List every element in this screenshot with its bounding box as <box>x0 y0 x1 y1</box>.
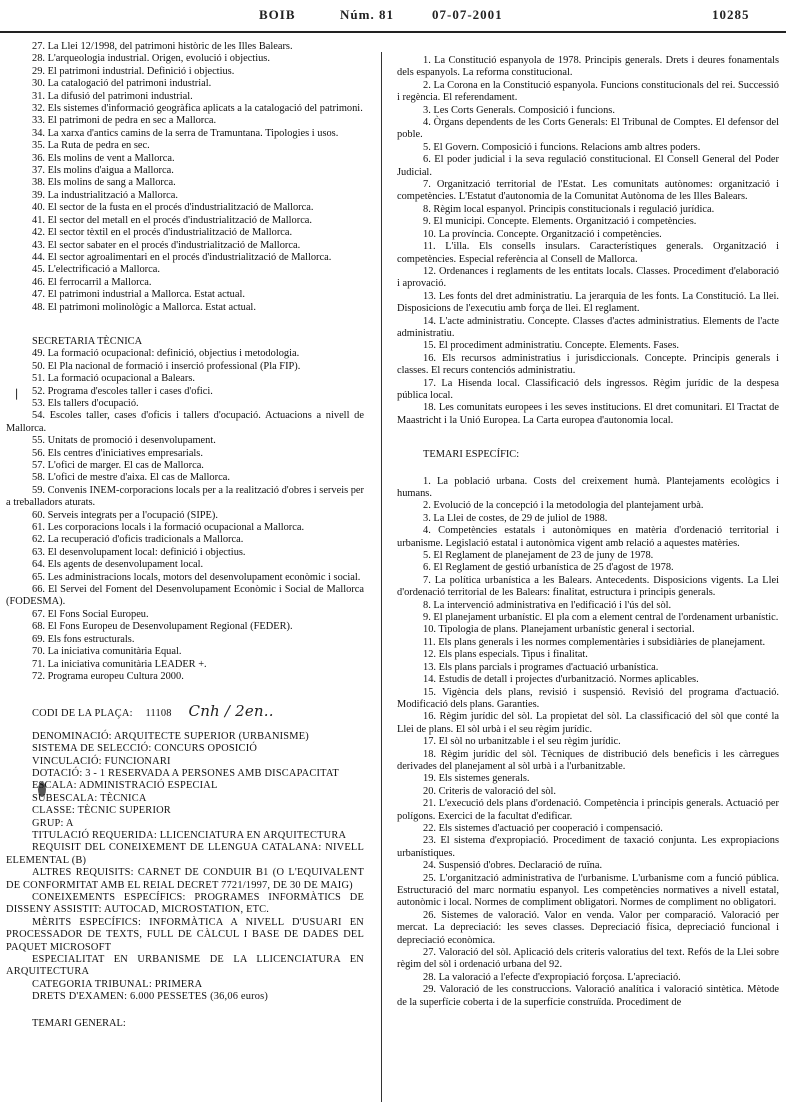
list-item: 9. El municipi. Concepte. Elements. Organització i competències. <box>423 216 697 228</box>
list-item: 61. Les corporacions locals i la formació ocupacional a Mallorca. <box>32 522 305 534</box>
list-item: 49. La formació ocupacional: definició, objectius i metodologia. <box>32 348 300 360</box>
position-field: SISTEMA DE SELECCIÓ: CONCURS OPOSICIÓ <box>32 743 258 755</box>
position-field: SUBESCALA: TÈCNICA <box>32 792 147 804</box>
position-field: ALTRES REQUISITS: CARNET DE CONDUIR B1 (O L'EQUIVALENT DE CONFORMITAT AMB EL REIAL DECRET 7721/1997, DE 30 DE MAIG) <box>6 867 364 891</box>
list-item: 8. Règim local espanyol. Principis constitucionals i regulació jurídica. <box>423 203 715 215</box>
list-item: 44. El sector agroalimentari en el procés d'industrialització de Mallorca. <box>32 251 332 263</box>
list-item: 14. Estudis de detall i projectes d'urbanització. Normes aplicables. <box>423 674 699 686</box>
list-item: 5. El Govern. Composició i funcions. Relacions amb altres poders. <box>423 141 701 153</box>
page-number: 10285 <box>712 7 750 22</box>
list-item: 11. L'illa. Els consells insulars. Característiques generals. Organització i competències. Especial referència al Consell de Mallorca. <box>397 241 779 265</box>
list-item: 14. L'acte administratiu. Concepte. Classes d'actes administratius. Elements de l'acte administratiu. <box>397 315 779 339</box>
list-item: 28. La valoració a l'efecte d'expropiació forçosa. L'apreciació. <box>423 971 681 983</box>
list-item: 28. L'arqueologia industrial. Origen, evolució i objectius. <box>32 53 270 65</box>
list-item: 7. Organització territorial de l'Estat. Les comunitats autònomes: organització i competències. L'Estatut d'autonomia de la Comunitat Autònoma de les Illes Balears. <box>397 179 779 203</box>
plaza-code-label: CODI DE LA PLAÇA: <box>32 708 133 720</box>
position-field: CONEIXEMENTS ESPECÍFICS: PROGRAMES INFORMÀTICS DE DISSENY ASSISTIT: AUTOCAD, MICROSTATION, ETC. <box>6 892 364 916</box>
list-item: 27. Valoració del sòl. Aplicació dels criteris valoratius del text. Refós de la Llei sobre règim del sòl i ordenació urbana del 92. <box>397 947 779 971</box>
publication-name: BOIB <box>259 7 296 22</box>
list-item: 10. Tipologia de plans. Planejament urbanístic general i sectorial. <box>423 624 695 636</box>
list-item: 7. La política urbanística a les Balears. Antecedents. Disposicions vigents. La Llei d'ordenació territorial de les Balears: finalitat, estructura i principis generals. <box>397 574 779 599</box>
column-divider <box>381 52 382 1102</box>
list-item: 33. El patrimoni de pedra en sec a Mallorca. <box>32 115 217 127</box>
list-item: 55. Unitats de promoció i desenvolupament. <box>32 435 216 447</box>
position-field: CATEGORIA TRIBUNAL: PRIMERA <box>32 978 203 990</box>
list-item: 38. Els molins de sang a Mallorca. <box>32 177 176 189</box>
list-item: 30. La catalogació del patrimoni industrial. <box>32 78 212 90</box>
list-item: 71. La iniciativa comunitària LEADER +. <box>32 658 207 670</box>
list-item: 48. El patrimoni molinològic a Mallorca. Estat actual. <box>32 301 256 313</box>
list-item: 27. La Llei 12/1998, del patrimoni històric de les Illes Balears. <box>32 41 293 52</box>
list-item: 41. El sector del metall en el procés d'industrialització de Mallorca. <box>32 214 313 226</box>
position-field: GRUP: A <box>32 817 74 829</box>
list-item: 54. Escoles taller, cases d'oficis i tallers d'ocupació. Actuacions a nivell de Mallorca. <box>6 410 364 434</box>
list-item: 18. Les comunitats europees i les seves institucions. El dret comunitari. El Tractat de Maastricht i la Unió Europea. La Carta europea d'autonomia local. <box>397 402 779 426</box>
position-fields <box>6 731 364 1004</box>
list-item: 58. L'ofici de mestre d'aixa. El cas de Mallorca. <box>32 472 230 484</box>
plaza-code-value: 11108 <box>145 708 172 720</box>
general-syllabus-list <box>397 55 779 427</box>
position-field: TITULACIÓ REQUERIDA: LLICENCIATURA EN ARQUITECTURA <box>32 829 347 841</box>
list-item: 37. Els molins d'aigua a Mallorca. <box>32 165 174 177</box>
list-item: 1. La Constitució espanyola de 1978. Principis generals. Drets i deures fonamentals dels espanyols. La reforma constitucional. <box>397 55 779 79</box>
list-item: 23. El sistema d'expropiació. Procediment de taxació conjunta. Les expropiacions urbanístiques. <box>397 835 779 859</box>
scan-mark-icon: ❘ <box>12 388 22 400</box>
list-item: 4. Competències estatals i autonòmiques en matèria d'ordenació territorial i urbanisme. Legislació estatal i autonòmica vigent amb relació a aquestes matèries. <box>397 525 779 549</box>
list-item: 47. El patrimoni industrial a Mallorca. Estat actual. <box>32 289 245 301</box>
list-item: 22. Els sistemes d'actuació per cooperació i compensació. <box>423 822 663 834</box>
list-item: 3. La Llei de costes, de 29 de juliol de 1988. <box>423 512 608 524</box>
temari-general-heading: TEMARI GENERAL: <box>32 1017 126 1029</box>
list-item: 51. La formació ocupacional a Balears. <box>32 373 196 385</box>
list-item: 20. Criteris de valoració del sòl. <box>423 785 557 797</box>
list-item: 56. Els centres d'iniciatives empresarials. <box>32 447 203 459</box>
list-item: 34. La xarxa d'antics camins de la serra de Tramuntana. Tipologies i usos. <box>32 127 339 139</box>
list-item: 17. El sòl no urbanitzable i el seu règim jurídic. <box>423 736 621 748</box>
list-item: 16. Els recursos administratius i jurisdiccionals. Concepte. Principis generals i classes. El recurs contenciós administratiu. <box>397 352 779 377</box>
list-item: 16. Règim jurídic del sòl. La propietat del sòl. La classificació del sòl que conté la Llei de plans. El sòl urbà i el seu règim jurídic. <box>397 711 779 735</box>
list-item: 2. La Corona en la Constitució espanyola. Funcions constitucionals del rei. Successió i regència. El referendament. <box>397 79 779 104</box>
list-item: 59. Convenis INEM-corporacions locals per a la realització d'obres i serveis per a treballadors aturats. <box>6 484 364 509</box>
list-item: 35. La Ruta de pedra en sec. <box>32 140 150 152</box>
list-item: 29. Valoració de les construccions. Valoració analítica i valoració sintètica. Mètode de la superfície coberta i de la superfície construïda. Procediment de <box>397 984 779 1008</box>
position-field: DOTACIÓ: 3 - 1 RESERVADA A PERSONES AMB DISCAPACITAT <box>32 767 339 779</box>
list-item: 2. Evolució de la concepció i la metodologia del plantejament urbà. <box>423 500 704 512</box>
list-item: 60. Serveis integrats per a l'ocupació (SIPE). <box>32 509 218 521</box>
list-item: 50. El Pla nacional de formació i inserció professional (Pla FIP). <box>32 360 301 372</box>
handwritten-signature: Cnh / 2en.. <box>188 702 274 721</box>
list-item: 63. El desenvolupament local: definició i objectius. <box>32 546 246 558</box>
list-item: 21. L'execució dels plans d'ordenació. Competència i principis generals. Actuació per polígons. Exercici de la facultat d'edificar. <box>397 798 779 822</box>
header-rule <box>0 31 786 33</box>
right-column <box>397 41 779 1009</box>
list-item: 19. Els sistemes generals. <box>423 773 530 785</box>
temari-especific-heading: TEMARI ESPECÍFIC: <box>423 449 520 461</box>
list-item: 67. El Fons Social Europeu. <box>32 608 149 620</box>
list-item: 13. Els plans parcials i programes d'actuació urbanística. <box>423 661 659 673</box>
position-field: ESPECIALITAT EN URBANISME DE LA LLICENCIATURA EN ARQUITECTURA <box>6 954 364 978</box>
list-item: 45. L'electrificació a Mallorca. <box>32 264 160 276</box>
list-item: 8. La intervenció administrativa en l'edificació i l'ús del sòl. <box>423 599 672 611</box>
list-item: 64. Els agents de desenvolupament local. <box>32 559 204 571</box>
list-item: 10. La província. Concepte. Organització i competències. <box>423 228 662 240</box>
list-item: 69. Els fons estructurals. <box>32 633 135 645</box>
list-item: 11. Els plans generals i les normes complementàries i subsidiàries de planejament. <box>423 636 766 648</box>
list-item: 26. Sistemes de valoració. Valor en venda. Valor per comparació. Valoració per mercat. La depreciació: les seves classes. Depreciació física, depreciació funcional i depreciació econòmica. <box>397 909 779 946</box>
position-field: REQUISIT DEL CONEIXEMENT DE LLENGUA CATALANA: NIVELL ELEMENTAL (B) <box>6 842 364 866</box>
list-item: 29. El patrimoni industrial. Definició i objectius. <box>32 65 235 77</box>
list-item: 1. La població urbana. Costs del creixement humà. Plantejaments ecològics i humans. <box>397 475 779 499</box>
publication-date: 07-07-2001 <box>432 7 503 22</box>
list-item: 62. La recuperació d'oficis tradicionals a Mallorca. <box>32 534 244 546</box>
position-field: DENOMINACIÓ: ARQUITECTE SUPERIOR (URBANISME) <box>32 730 309 742</box>
list-item: 36. Els molins de vent a Mallorca. <box>32 152 175 164</box>
list-item: 40. El sector de la fusta en el procés d'industrialització de Mallorca. <box>32 202 314 214</box>
list-item: 46. El ferrocarril a Mallorca. <box>32 276 152 288</box>
list-item: 12. Ordenances i reglaments de les entitats locals. Classes. Procediment d'elaboració i aprovació. <box>397 265 779 290</box>
list-item: 57. L'ofici de marger. El cas de Mallorca. <box>32 460 204 471</box>
list-item: 70. La iniciativa comunitària Equal. <box>32 646 182 658</box>
specific-syllabus-list <box>397 476 779 1009</box>
list-item: 72. Programa europeu Cultura 2000. <box>32 670 184 682</box>
list-item: 6. El poder judicial i la seva regulació constitucional. El Consell General del Poder Judicial. <box>397 154 779 178</box>
list-item: 9. El planejament urbanístic. El pla com a element central de l'ordenament urbanístic. <box>423 612 779 624</box>
list-item: 6. El Reglament de gestió urbanística de 25 d'agost de 1978. <box>423 562 674 574</box>
list-item: 53. Els tallers d'ocupació. <box>32 397 139 409</box>
list-item: 31. La difusió del patrimoni industrial. <box>32 90 193 102</box>
list-item: 25. L'organització administrativa de l'urbanisme. L'urbanisme com a funció pública. Estructuració del marc normatiu espanyol. Les competències normatives a nivell estatal, autonòmic i local. Normes de compliment obligatori. Normes de compliment no obligatori. <box>397 872 779 909</box>
list-item: 13. Les fonts del dret administratiu. La jerarquia de les fonts. La Constitució. La llei. Disposicions de l'executiu amb força de llei. El reglament. <box>397 290 779 315</box>
position-field: ESCALA: ADMINISTRACIÓ ESPECIAL <box>32 780 218 792</box>
list-item: 17. La Hisenda local. Classificació dels ingressos. Règim jurídic de la despesa pública local. <box>397 377 779 401</box>
list-item: 32. Els sistemes d'informació geogràfica aplicats a la catalogació del patrimoni. <box>32 103 363 115</box>
list-item: 65. Les administracions locals, motors del desenvolupament econòmic i social. <box>32 571 361 583</box>
secretariat-topic-list <box>6 348 364 683</box>
list-item: 66. El Servei del Foment del Desenvolupament Econòmic i Social de Mallorca (FODESMA). <box>6 584 364 608</box>
section-heading: SECRETARIA TÈCNICA <box>32 335 143 347</box>
list-item: 18. Règim jurídic del sòl. Tècniques de distribució dels beneficis i les càrregues derivades del planejament al sòl urbà i a l'urbanitzable. <box>397 748 779 772</box>
list-item: 43. El sector sabater en el procés d'industrialització de Mallorca. <box>32 239 301 251</box>
issue-number: Núm. 81 <box>340 7 394 22</box>
list-item: 15. Vigència dels plans, revisió i suspensió. Revisió del programa d'actuació. Modificació dels plans. Garanties. <box>397 686 779 710</box>
position-field: CLASSE: TÈCNIC SUPERIOR <box>32 805 171 817</box>
list-item: 3. Les Corts Generals. Composició i funcions. <box>423 104 615 116</box>
list-item: 12. Els plans especials. Tipus i finalitat. <box>423 649 588 661</box>
list-item: 15. El procediment administratiu. Concepte. Elements. Fases. <box>423 340 679 352</box>
list-item: 52. Programa d'escoles taller i cases d'ofici. <box>32 385 213 397</box>
list-item: 4. Òrgans dependents de les Corts Generals: El Tribunal de Comptes. El defensor del poble. <box>397 117 779 141</box>
position-field: DRETS D'EXAMEN: 6.000 PESSETES (36,06 euros) <box>32 991 269 1003</box>
heritage-topic-list <box>6 41 364 314</box>
plaza-code <box>6 702 364 721</box>
left-column <box>6 41 364 1030</box>
list-item: 42. El sector tèxtil en el procés d'industrialització de Mallorca. <box>32 227 293 239</box>
position-field: MÈRITS ESPECÍFICS: INFORMÀTICA A NIVELL D'USUARI EN PROCESSADOR DE TEXTS, FULL DE CÀLCUL I BASE DE DADES DEL PAQUET MICROSOFT <box>6 916 364 953</box>
position-field: VINCULACIÓ: FUNCIONARI <box>32 755 171 767</box>
list-item: 24. Suspensió d'obres. Declaració de ruïna. <box>423 860 603 872</box>
list-item: 5. El Reglament de planejament de 23 de juny de 1978. <box>423 550 654 562</box>
list-item: 39. La industrialització a Mallorca. <box>32 189 178 201</box>
list-item: 68. El Fons Europeu de Desenvolupament Regional (FEDER). <box>32 621 293 633</box>
